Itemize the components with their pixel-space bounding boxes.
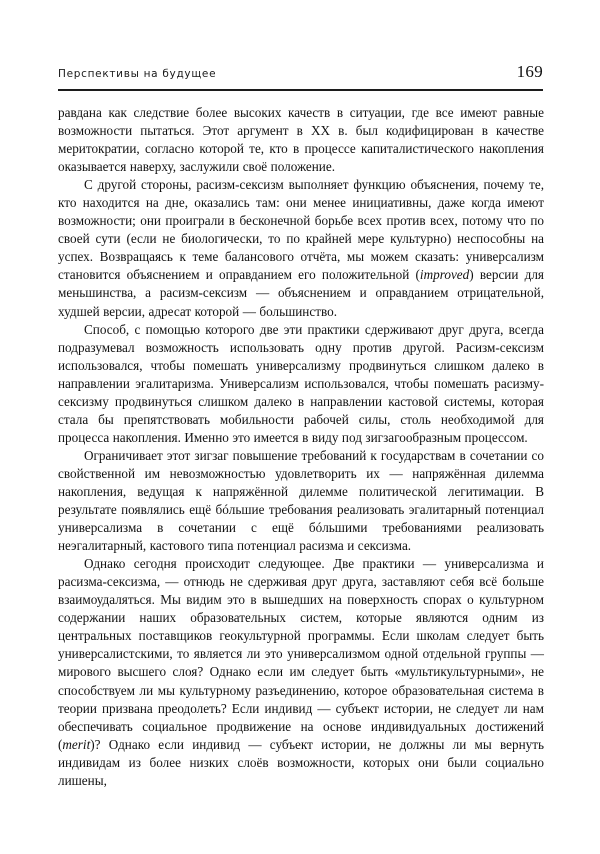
paragraph	[58, 555, 544, 790]
paragraph-text-segment: ) версии для меньшинства, а расизм-сексизм — объяснением и оправданием отрицательной, худшей версии, адресат которой — большинство.	[58, 267, 544, 319]
paragraph: Ограничивает этот зигзаг повышение требований к государствам в сочетании со свойственной им невозможностью удовлетворить их — напряжённая дилемма накопления, ведущая к напряжённой дилемме политической легитимации. В результате появлялись ещё бóльшие требования реализовать эгалитарный потенциал универсализма в сочетании с ещё бóльшими требованиями реализовать неэгалитарный, кастового типа потенциал расизма и сексизма.	[58, 447, 544, 554]
body-text-block	[58, 104, 544, 790]
italic-term-improved: improved	[419, 267, 470, 283]
paragraph-text-segment: С другой стороны, расизм-сексизм выполняет функцию объяснения, почему те, кто находится на дне, оказались там: они менее инициативны, даже когда имеют возможности; они проиграли в бесконечной борьбе всех против всех, потому что по своей сути (если не биологически, то по крайней мере культурно) неспособны на успех. Возвращаясь к теме балансового отчёта, мы можем сказать: универсализм становится объяснением и оправданием его положительной (	[58, 177, 544, 283]
running-head	[58, 63, 543, 85]
running-head-title: Перспективы на будущее	[58, 68, 217, 80]
paragraph: Способ, с помощью которого две эти практики сдерживают друг друга, всегда подразумевал возможность использовать одну против другой. Расизм-сексизм использовался, чтобы помешать универсализму продвинуться слишком далеко в направлении эгалитаризма. Универсализм использовался, чтобы помешать расизму-сексизму продвинуться слишком далеко в направлении кастовой системы, которая стала бы препятствовать мобильности рабочей силы, столь необходимой для процесса накопления. Именно это имеется в виду под зигзагообразным процессом.	[58, 321, 544, 445]
paragraph-text-segment: )? Однако если индивид — субъект истории, не должны ли мы вернуть индивидам из более низких слоёв возможности, которых они были социально лишены,	[58, 736, 544, 788]
italic-term-merit: merit	[62, 736, 91, 752]
paragraph-text-segment: Однако сегодня происходит следующее. Две практики — универсализма и расизма-сексизма, — отнюдь не сдерживая друг друга, заставляют себя всё больше взаимоудаляться. Мы видим это в вышедших на поверхность спорах о культурном содержании наших образовательных систем, которые являются одним из центральных поставщиков геокультурной программы. Если школам следует быть универсалистскими, то является ли это универсализмом одной отдельной группы — мирового высшего слоя? Однако если им следует быть «мультикультурными», не способствуем ли мы культурному разъединению, которое образовательная система в теории призвана преодолеть? Если индивид — субъект истории, не следует ли нам обеспечивать социальное продвижение на основе индивидуальных достижений (	[58, 556, 544, 752]
header-divider-rule	[58, 89, 543, 91]
paragraph	[58, 176, 544, 320]
page-number: 169	[516, 62, 543, 81]
paragraph-continued: равдана как следствие более высоких качеств в ситуации, где все имеют равные возможности пытаться. Этот аргумент в XX в. был кодифицирован в качестве меритократии, согласно которой те, кто в процессе капиталистического накопления оказывается наверху, заслужили своё положение.	[58, 105, 544, 175]
